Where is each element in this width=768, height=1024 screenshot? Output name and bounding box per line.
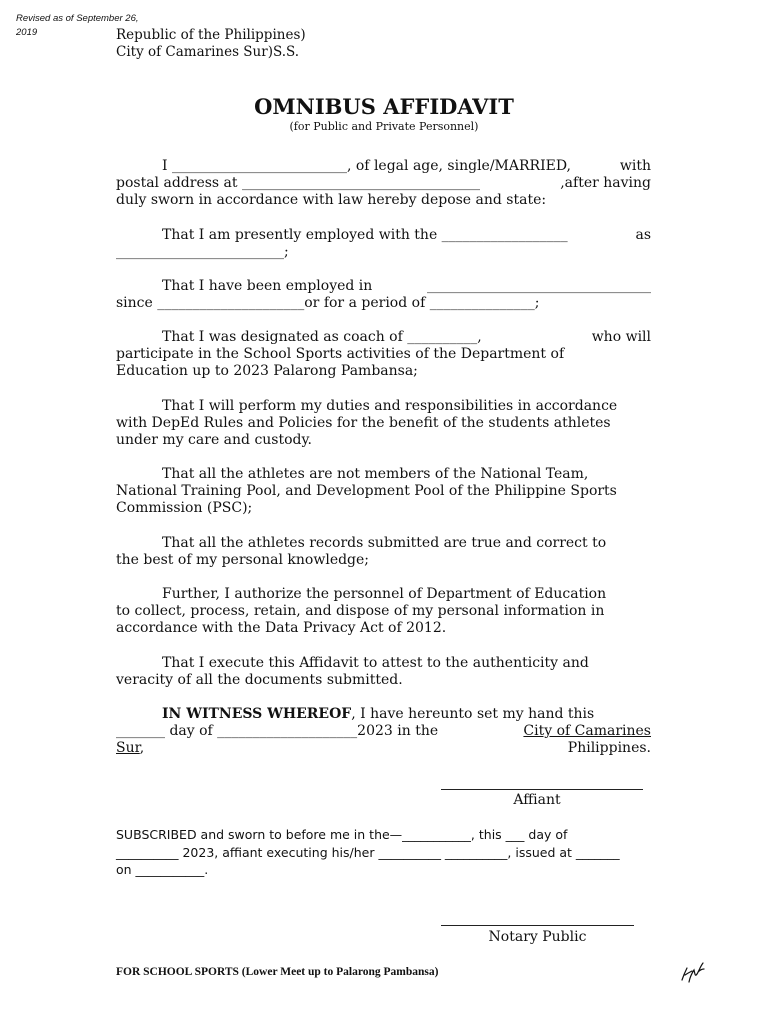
paragraph-line: Further, I authorize the personnel of Department of Education [162, 586, 607, 602]
paragraph-line [116, 723, 651, 740]
paragraph-line: duly sworn in accordance with law hereby depose and state: [116, 192, 547, 208]
paragraph-line: veracity of all the documents submitted. [116, 672, 403, 688]
notary-label: Notary Public [488, 929, 587, 945]
paragraph-line: That I will perform my duties and responsibilities in accordance [162, 398, 618, 414]
paragraph-line [116, 175, 651, 192]
paragraph-witness [116, 706, 651, 757]
line-segment: ________________________________ [427, 278, 651, 294]
affiant-signature-line [441, 789, 643, 790]
handwritten-initials-mark [676, 958, 706, 988]
paragraph-line [116, 278, 651, 295]
paragraph-line: Education up to 2023 Palarong Pambansa; [116, 363, 418, 379]
paragraph-line: under my care and custody. [116, 432, 313, 448]
line-segment: postal address at __________________________________ [116, 175, 480, 191]
paragraph-line: That all the athletes records submitted are true and correct to [162, 535, 607, 551]
line-segment: I _________________________, of legal age, single/MARRIED, [162, 158, 572, 174]
paragraph-line [116, 740, 651, 757]
paragraph-line: National Training Pool, and Development Pool of the Philippine Sports [116, 483, 617, 499]
line-segment: That I am presently employed with the __________________ [162, 227, 568, 243]
paragraph-employment-period [116, 278, 651, 312]
paragraph-line [116, 227, 651, 244]
paragraph-line [116, 158, 651, 175]
document-title: OMNIBUS AFFIDAVIT [254, 94, 514, 119]
line-segment: as [635, 227, 651, 243]
line-segment: That I was designated as coach of __________, [162, 329, 482, 345]
paragraph-line: SUBSCRIBED and sworn to before me in the—___________, this ___ day of [116, 827, 568, 842]
witness-bold: IN WITNESS WHEREOF [162, 706, 352, 722]
revision-note: Revised as of September 26, 2019 [16, 13, 139, 38]
paragraph-coach-designation [116, 329, 651, 380]
paragraph-line: That I execute this Affidavit to attest to the authenticity and [162, 655, 589, 671]
paragraph-line: to collect, process, retain, and dispose of my personal information in [116, 603, 605, 619]
paragraph-line: the best of my personal knowledge; [116, 552, 370, 568]
paragraph-line: with DepEd Rules and Policies for the benefit of the students athletes [116, 415, 611, 431]
line-segment: ,after having [560, 175, 651, 191]
line-segment: _______ day of ____________________2023 in the [116, 723, 439, 739]
paragraph-line: That all the athletes are not members of the National Team, [162, 466, 589, 482]
paragraph-line: __________ 2023, affiant executing his/her __________ __________, issued at _______ [116, 844, 620, 860]
header-republic: Republic of the Philippines) [116, 27, 306, 43]
affiant-label: Affiant [513, 792, 561, 808]
line-segment: That I have been employed in [162, 278, 373, 294]
paragraph-line: accordance with the Data Privacy Act of 2012. [116, 620, 447, 636]
paragraph-attest [116, 655, 651, 689]
paragraph-employment [116, 227, 651, 261]
paragraph-subscribed [116, 826, 652, 879]
paragraph-line: ________________________; [116, 244, 289, 260]
paragraph-line: IN WITNESS WHEREOF, I have hereunto set my hand this [162, 706, 595, 722]
paragraph-line: participate in the School Sports activities of the Department of [116, 346, 565, 362]
notary-signature-line [441, 925, 634, 926]
paragraph-duties [116, 398, 651, 449]
paragraph-records [116, 535, 651, 569]
city-name: City of Camarines [523, 723, 651, 739]
header-city: City of Camarines Sur)S.S. [116, 44, 300, 60]
line-segment: with [619, 158, 651, 174]
paragraph-national-team [116, 466, 651, 517]
paragraph-line: since _____________________or for a period of _______________; [116, 295, 540, 311]
document-subtitle: (for Public and Private Personnel) [289, 120, 479, 133]
paragraph-line [116, 329, 651, 346]
paragraph-line: Commission (PSC); [116, 500, 253, 516]
footer-note: FOR SCHOOL SPORTS (Lower Meet up to Palarong Pambansa) [116, 966, 439, 978]
paragraph-identity [116, 158, 651, 209]
line-segment: Sur, [116, 740, 145, 756]
paragraph-line: on ___________. [116, 862, 209, 877]
line-segment: Philippines. [567, 740, 651, 756]
line-segment: who will [591, 329, 651, 345]
paragraph-data-privacy [116, 586, 651, 637]
